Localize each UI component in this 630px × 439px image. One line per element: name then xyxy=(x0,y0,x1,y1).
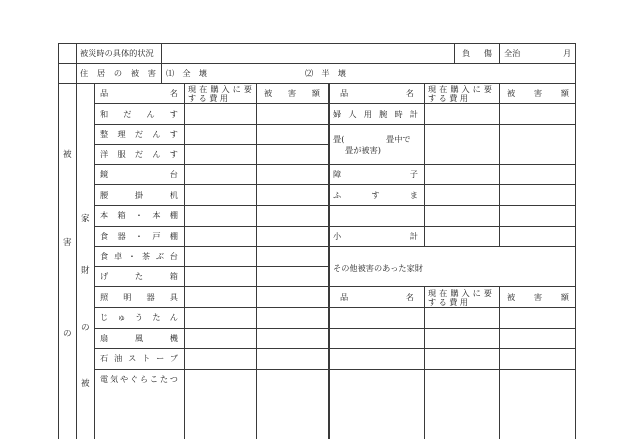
rule xyxy=(94,164,575,165)
rule xyxy=(94,246,575,247)
list-item-tatami: 畳が被害) xyxy=(345,145,381,155)
rule xyxy=(94,307,575,308)
column-divider xyxy=(328,83,330,439)
rule xyxy=(94,144,329,145)
rule xyxy=(94,103,575,104)
list-item: 扇風機 xyxy=(100,333,178,343)
list-item: ふすま xyxy=(333,190,418,200)
rule xyxy=(76,83,77,439)
rule xyxy=(256,83,257,439)
column-damage: 被 害 額 xyxy=(507,292,569,302)
rule xyxy=(94,266,329,267)
list-item: じゅうたん xyxy=(100,312,178,322)
list-item: 腰掛机 xyxy=(100,190,178,200)
list-item: 照明器具 xyxy=(100,292,178,302)
rule-right xyxy=(575,43,576,439)
list-item: 食卓・茶ぶ台 xyxy=(100,251,178,261)
rule xyxy=(94,369,575,370)
injury-unit: 月 xyxy=(563,48,572,58)
rule xyxy=(499,43,500,63)
rule xyxy=(184,83,185,439)
rule xyxy=(499,83,500,247)
rule xyxy=(424,83,425,247)
column-cost: 現在購入に要 xyxy=(188,84,252,94)
injury-value: 全治 xyxy=(504,48,521,58)
side-label: の xyxy=(81,323,90,333)
column-cost: する費用 xyxy=(188,93,228,103)
side-label: 害 xyxy=(63,238,72,248)
rule xyxy=(94,184,575,185)
housing-label: 住居の被害 xyxy=(80,68,156,78)
rule xyxy=(94,348,575,349)
column-item: 品 名 xyxy=(340,292,414,302)
rule xyxy=(424,286,425,439)
rule xyxy=(94,124,575,125)
list-item: 整理だんす xyxy=(100,129,178,139)
list-item: 食器・戸棚 xyxy=(100,231,178,241)
housing-option-half: ⑵ 半 壊 xyxy=(305,68,346,78)
column-cost: する費用 xyxy=(428,297,468,307)
situation-label: 被災時の具体的状況 xyxy=(80,48,154,58)
subtotal-label: 小計 xyxy=(333,231,418,241)
list-item: 婦人用腕時計 xyxy=(333,109,418,119)
column-cost: 現在購入に要 xyxy=(428,288,492,298)
rule xyxy=(161,43,162,83)
rule xyxy=(58,83,575,84)
list-item: 本箱・本棚 xyxy=(100,210,178,220)
column-cost: する費用 xyxy=(428,93,468,103)
side-label: 被 xyxy=(81,379,90,389)
rule xyxy=(94,328,575,329)
rule xyxy=(94,226,575,227)
list-item: 石油ストーブ xyxy=(100,353,178,363)
column-damage: 被 害 額 xyxy=(507,88,569,98)
column-item: 品 名 xyxy=(340,88,414,98)
column-damage: 被 害 額 xyxy=(264,88,320,98)
list-item: げた箱 xyxy=(100,271,178,281)
list-item: 障子 xyxy=(333,169,418,179)
list-item-tatami: 畳中で xyxy=(386,134,411,144)
rule xyxy=(58,63,575,64)
list-item: 鏡台 xyxy=(100,169,178,179)
rule-left xyxy=(58,43,59,439)
other-damage-label: その他被害のあった家財 xyxy=(333,263,423,273)
side-label: 家 xyxy=(81,214,90,224)
list-item: 電気やぐらこたつ xyxy=(100,374,178,384)
rule xyxy=(94,83,95,439)
list-item-tatami: 畳( xyxy=(333,134,345,144)
side-label: 財 xyxy=(81,266,90,276)
rule xyxy=(94,205,575,206)
rule-top xyxy=(58,43,575,44)
housing-option-full: ⑴ 全 壊 xyxy=(166,68,207,78)
side-label: の xyxy=(63,329,72,339)
rule xyxy=(499,286,500,439)
list-item: 洋服だんす xyxy=(100,149,178,159)
column-item: 品 名 xyxy=(100,88,178,98)
side-label: 被 xyxy=(63,150,72,160)
column-cost: 現在購入に要 xyxy=(428,84,492,94)
injury-label: 負 傷 xyxy=(462,48,492,58)
rule xyxy=(76,43,77,83)
rule xyxy=(94,286,575,287)
rule xyxy=(454,43,455,63)
list-item: 和だんす xyxy=(100,109,178,119)
